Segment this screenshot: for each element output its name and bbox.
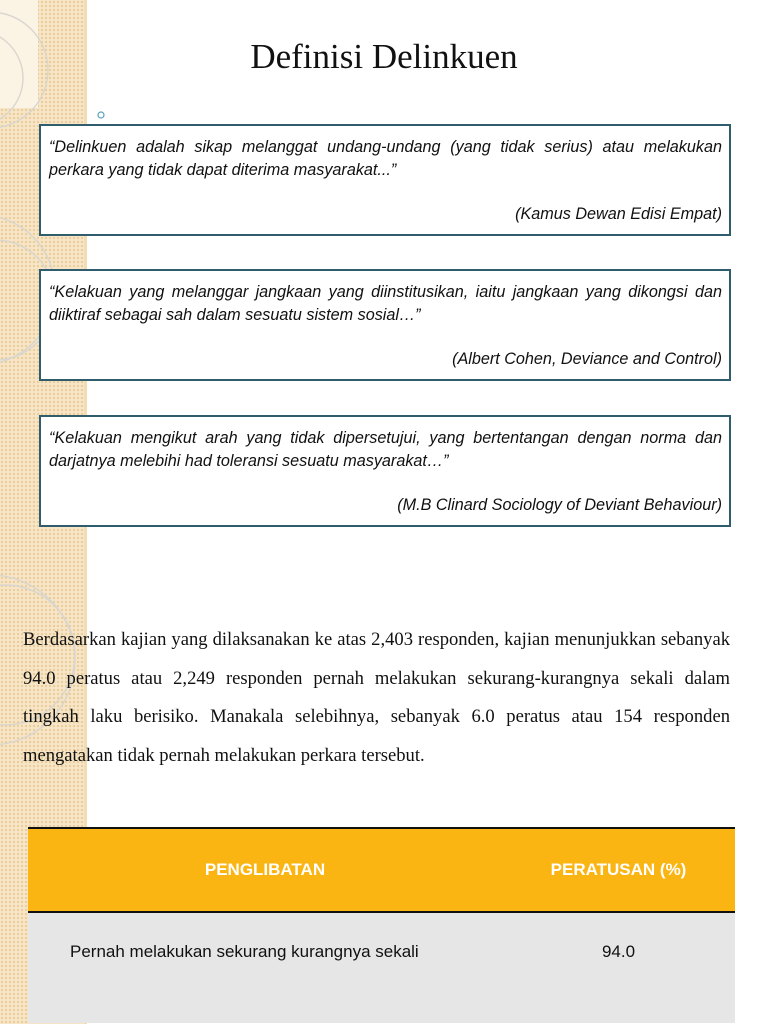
quote-source: (Kamus Dewan Edisi Empat): [515, 205, 722, 223]
quote-text: “Kelakuan mengikut arah yang tidak dipersetujui, yang bertentangan dengan norma dan darjatnya melebihi had toleransi sesuatu masyarakat…”: [49, 429, 722, 470]
page-title: Definisi Delinkuen: [250, 37, 518, 76]
quote-box: [39, 269, 731, 381]
quote-box: [39, 415, 731, 527]
table-cell-peratusan: 94.0: [601, 942, 636, 961]
study-paragraph: Berdasarkan kajian yang dilaksanakan ke atas 2,403 responden, kajian menunjukkan sebanyak 94.0 peratus atau 2,249 responden pernah melakukan sekurang-kurangnya sekali dalam tingkah laku berisiko. Manakala selebihnya, sebanyak 6.0 peratus atau 154 responden mengatakan tidak pernah melakukan perkara tersebut.: [23, 629, 730, 766]
quote-text: “Kelakuan yang melanggar jangkaan yang diinstitusikan, iaitu jangkaan yang dikongsi dan diiktiraf sebagai sah dalam sesuatu sistem sosial…”: [49, 283, 722, 324]
quote-source: (Albert Cohen, Deviance and Control): [452, 350, 722, 368]
table-cell-penglibatan: Pernah melakukan sekurang kurangnya sekali: [70, 942, 419, 961]
quote-source: (M.B Clinard Sociology of Deviant Behaviour): [397, 496, 722, 514]
quote-text: “Delinkuen adalah sikap melanggat undang-undang (yang tidak serius) atau melakukan perkara yang tidak dapat diterima masyarakat...”: [49, 138, 722, 179]
table-row: [28, 913, 735, 1023]
quote-box: [39, 124, 731, 236]
results-table: [28, 827, 735, 1023]
table-header-peratusan: PERATUSAN (%): [550, 860, 687, 879]
table-header-penglibatan: PENGLIBATAN: [204, 860, 326, 879]
table-header-row: [28, 829, 735, 911]
